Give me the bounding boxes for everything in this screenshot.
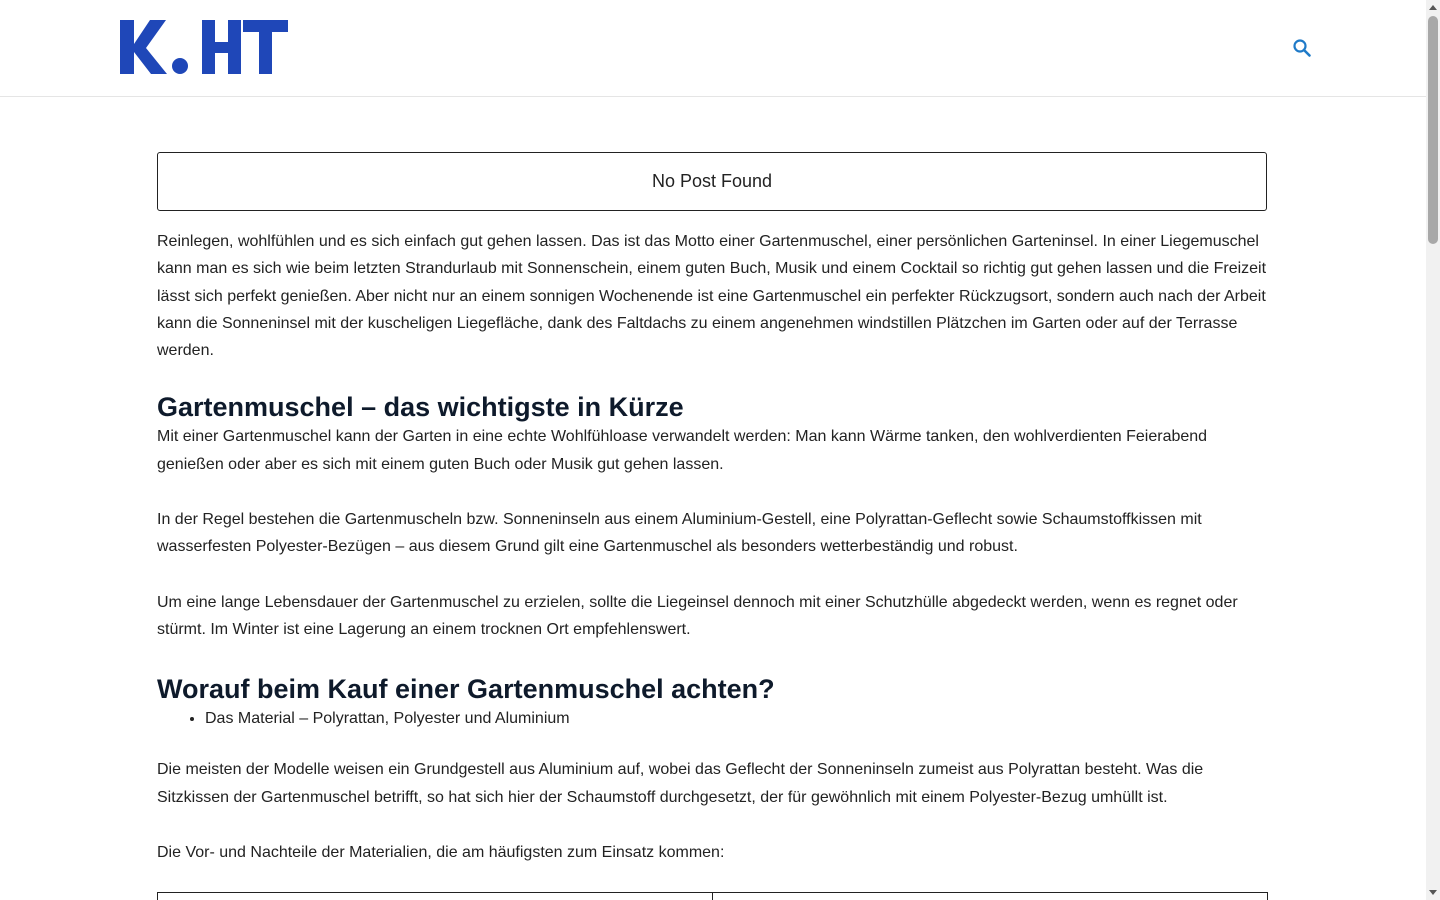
scroll-down-arrow-icon[interactable] — [1429, 890, 1437, 895]
vertical-scrollbar[interactable] — [1426, 0, 1440, 900]
scrollbar-thumb[interactable] — [1428, 16, 1438, 244]
material-list — [157, 705, 1268, 732]
pros-cons-intro: Die Vor- und Nachteile der Materialien, die am häufigsten zum Einsatz kommen: — [157, 843, 725, 861]
site-header — [0, 0, 1426, 97]
main-content — [157, 152, 1268, 866]
summary-paragraph-2: In der Regel bestehen die Gartenmuscheln bzw. Sonneninseln aus einem Aluminium-Gestell, eine Polyrattan-Geflecht sowie Schaumstoffkissen mit wasserfesten Polyester-Bezügen – aus diesem Grund gilt eine Gartenmuschel als besonders wetterbeständig und robust. — [157, 511, 1202, 556]
section-heading-buying-guide: Worauf beim Kauf einer Gartenmuschel achten? — [157, 674, 775, 705]
table-column-divider — [712, 892, 713, 900]
logo-graphic — [120, 20, 288, 76]
intro-paragraph: Reinlegen, wohlfühlen und es sich einfach gut gehen lassen. Das ist das Motto einer Gartenmuschel, einer persönlichen Garteninsel. In einer Liegemuschel kann man es sich wie beim letzten Strandurlaub mit Sonnenschein, einem guten Buch, Musik und einem Cocktail so richtig gut gehen lassen und die Freizeit lässt sich perfekt genießen. Aber nicht nur an einem sonnigen Wochenende ist eine Gartenmuschel ein perfekter Rückzugsort, sondern auch nach der Arbeit kann die Sonneninsel mit der kuscheligen Liegefläche, dank des Faltdachs zu einem angenehmen windstillen Plätzchen im Garten oder auf der Terrasse werden. — [157, 233, 1267, 360]
material-paragraph: Die meisten der Modelle weisen ein Grundgestell aus Aluminium auf, wobei das Geflecht der Sonneninseln zumeist aus Polyrattan besteht. Was die Sitzkissen der Gartenmuschel betrifft, so hat sich hier der Schaumstoff durchgesetzt, der für gewöhnlich mit einem Polyester-Bezug umhüllt ist. — [157, 761, 1204, 806]
summary-paragraph-1: Mit einer Gartenmuschel kann der Garten in eine echte Wohlfühloase verwandelt werden: Man kann Wärme tanken, den wohlverdienten Feierabend genießen oder aber es sich mit einem guten Buch oder Musik gut gehen lassen. — [157, 428, 1208, 473]
search-icon[interactable] — [1292, 38, 1312, 58]
summary-paragraph-3: Um eine lange Lebensdauer der Gartenmuschel zu erzielen, sollte die Liegeinsel dennoch mit einer Schutzhülle abgedeckt werden, wenn es regnet oder stürmt. Im Winter ist eine Lagerung an einem trocknen Ort empfehlenswert. — [157, 593, 1238, 638]
section-heading-summary: Gartenmuschel – das wichtigste in Kürze — [157, 392, 684, 423]
no-post-notice — [157, 152, 1267, 211]
notice-text: No Post Found — [651, 171, 773, 191]
list-item: • Das Material – Polyrattan, Polyester und Aluminium — [205, 705, 1268, 732]
scroll-up-arrow-icon[interactable] — [1429, 5, 1437, 10]
site-logo[interactable] — [120, 20, 288, 76]
